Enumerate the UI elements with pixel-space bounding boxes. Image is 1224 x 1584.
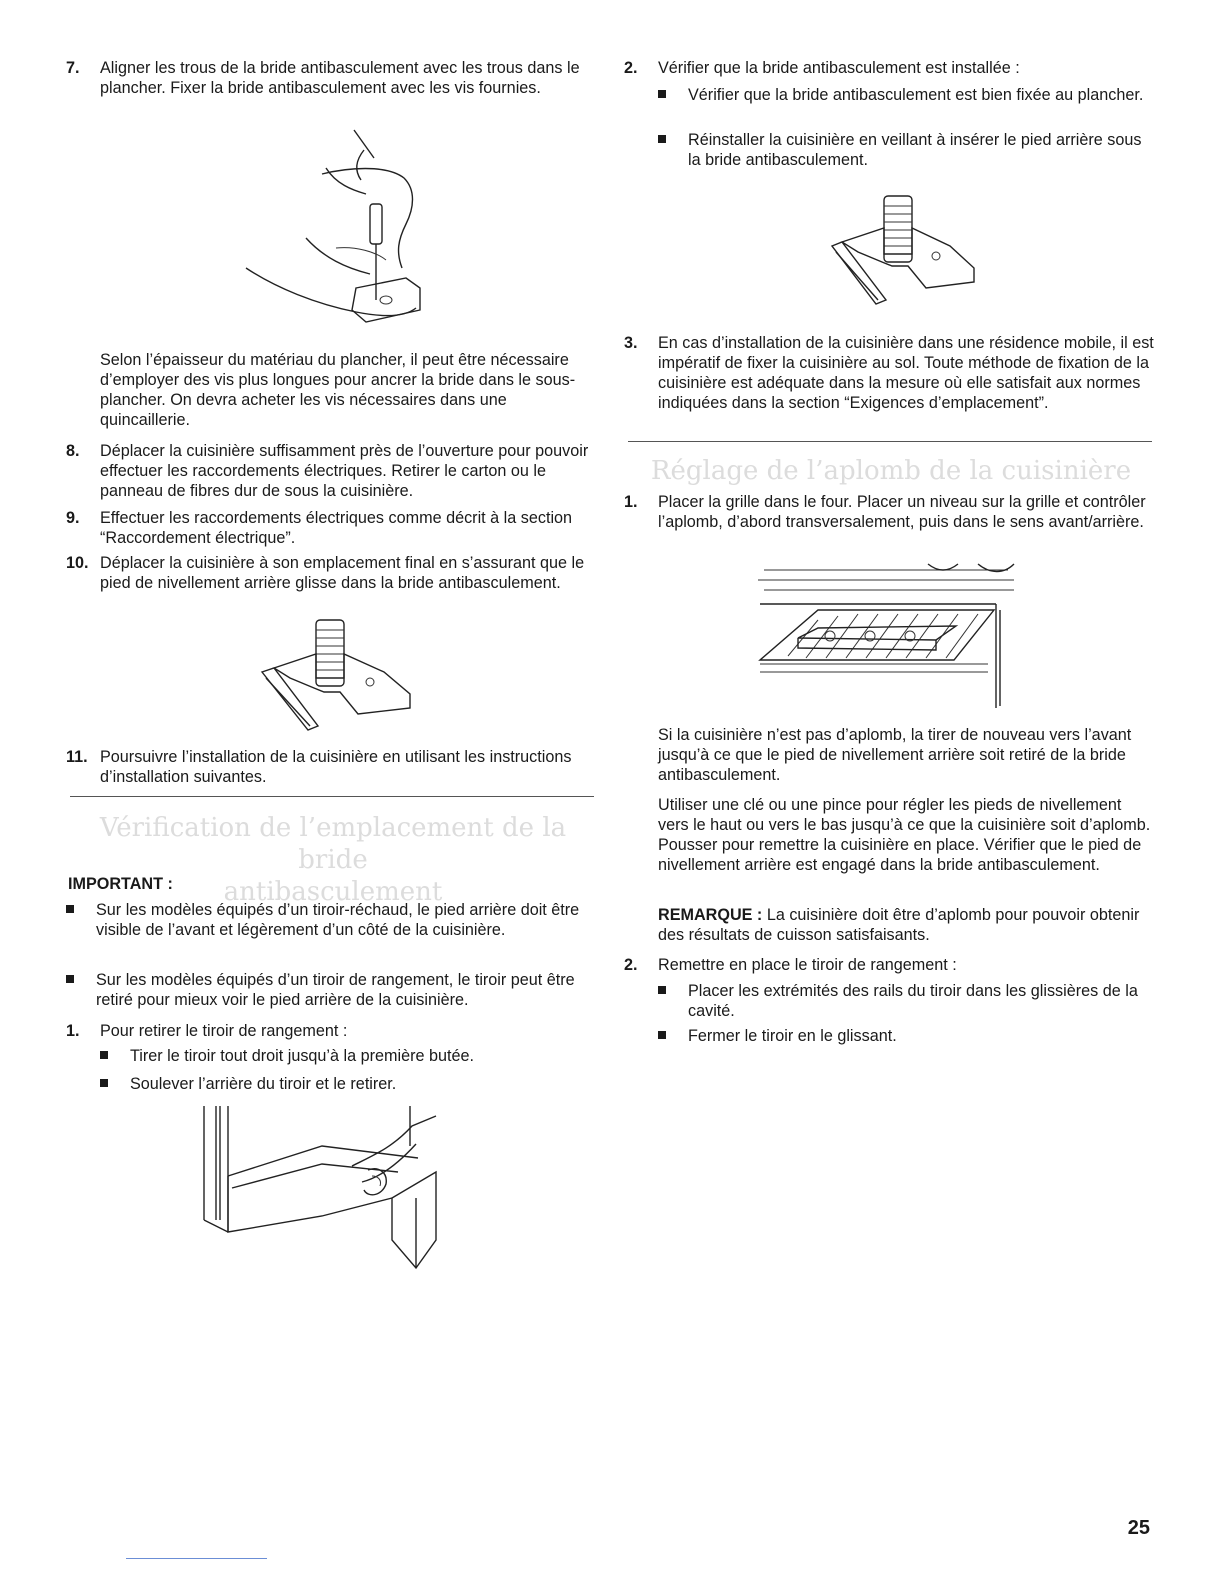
screwdriver-bracket-illustration (236, 128, 436, 328)
sub-bullet-item (658, 981, 1154, 1021)
paragraph-not-level: Si la cuisinière n’est pas d’aplomb, la tirer de nouveau vers l’avant jusqu’à ce que le pied de nivellement arrière soit retiré de la bride antibasculement. (658, 726, 1132, 784)
drawer-removal-illustration (202, 1106, 442, 1276)
sub-bullet-item (100, 1074, 570, 1094)
sub-bullet-item (100, 1046, 570, 1066)
bullet-text: Sur les modèles équipés d’un tiroir-réchaud, le pied arrière doit être visible de l’avant et légèrement d’un côté de la cuisinière. (96, 901, 580, 939)
step-text: Pour retirer le tiroir de rangement : (100, 1022, 348, 1040)
sub-bullet-item (658, 1026, 1154, 1046)
step-1-level-check (624, 492, 1154, 532)
step-number: 7. (66, 59, 80, 77)
step-number: 9. (66, 509, 80, 527)
heading-line-2: antibasculement (223, 877, 443, 907)
page-number: 25 (1127, 1517, 1150, 1539)
step-number: 8. (66, 442, 80, 460)
bullet-square-icon (66, 975, 74, 983)
step-number: 1. (66, 1022, 80, 1040)
step-2-replace-drawer (624, 955, 1154, 975)
step-8 (66, 441, 596, 501)
step-text: Remettre en place le tiroir de rangement : (658, 956, 957, 974)
step-9 (66, 508, 596, 548)
section-heading-aplomb: Réglage de l’aplomb de la cuisinière (650, 456, 1132, 486)
step-number: 10. (66, 554, 89, 572)
step-text: Effectuer les raccordements électriques comme décrit à la section “Raccordement électrique”. (100, 509, 573, 547)
bullet-text: Fermer le tiroir en le glissant. (688, 1027, 897, 1045)
step-text: Déplacer la cuisinière à son emplacement final en s’assurant que le pied de nivellement arrière glisse dans la bride antibasculement. (100, 554, 585, 592)
bullet-square-icon (658, 135, 666, 143)
leveling-foot-bracket-illustration (828, 194, 988, 312)
sub-bullet-item (658, 85, 1154, 105)
step-number: 11. (66, 748, 88, 766)
step-text: Placer la grille dans le four. Placer un niveau sur la grille et contrôler l’aplomb, d’abord transversalement, puis dans le sens avant/arrière. (658, 493, 1146, 531)
step-text: Déplacer la cuisinière suffisamment près de l’ouverture pour pouvoir effectuer les raccordements électriques. Retirer le carton ou le panneau de fibres dur de sous la cuisinière. (100, 442, 589, 500)
step-number: 1. (624, 493, 638, 511)
step-10 (66, 553, 596, 593)
section-divider (628, 441, 1152, 442)
bullet-text: Soulever l’arrière du tiroir et le retirer. (130, 1075, 397, 1093)
step-7 (66, 58, 596, 98)
paragraph-adjust-feet: Utiliser une clé ou une pince pour régler les pieds de nivellement vers le haut ou vers le bas jusqu’à ce que la cuisinière soit d’aplomb. Pousser pour remettre la cuisinière en place. Vérifier que le pied de nivellement arrière est engagé dans la bride antibasculement. (658, 796, 1151, 874)
section-divider (70, 796, 594, 797)
step-number: 3. (624, 334, 638, 352)
step-text: Poursuivre l’installation de la cuisinière en utilisant les instructions d’installation suivantes. (100, 748, 572, 786)
step-11 (66, 747, 596, 787)
sub-bullet-item (658, 130, 1154, 170)
bullet-square-icon (658, 1031, 666, 1039)
bullet-text: Tirer le tiroir tout droit jusqu’à la première butée. (130, 1047, 474, 1065)
remarque-text: La cuisinière doit être d’aplomb pour pouvoir obtenir des résultats de cuisson satisfaisants. (658, 906, 1140, 944)
bullet-text: Réinstaller la cuisinière en veillant à insérer le pied arrière sous la bride antibasculement. (688, 131, 1142, 169)
remarque-label: REMARQUE : (658, 906, 763, 924)
step-1-remove-drawer (66, 1021, 596, 1041)
step-2-verify-bracket (624, 58, 1154, 78)
bullet-square-icon (100, 1051, 108, 1059)
step-number: 2. (624, 956, 638, 974)
bullet-text: Placer les extrémités des rails du tiroir dans les glissières de la cavité. (688, 982, 1138, 1020)
step-text: Vérifier que la bride antibasculement est installée : (658, 59, 1020, 77)
bullet-square-icon (100, 1079, 108, 1087)
bullet-text: Vérifier que la bride antibasculement est bien fixée au plancher. (688, 86, 1144, 104)
bullet-square-icon (658, 90, 666, 98)
step-3-mobile-home (624, 333, 1154, 413)
step-number: 2. (624, 59, 638, 77)
leveling-foot-bracket-illustration (254, 618, 424, 738)
bullet-item (66, 970, 596, 1010)
bullet-square-icon (66, 905, 74, 913)
footer-rule (126, 1558, 267, 1559)
step-text: En cas d’installation de la cuisinière dans une résidence mobile, il est impératif de fixer la cuisinière au sol. Toute méthode de fixation de la cuisinière est adéquate dans la mesure où elle satisfait aux normes indiquées dans la section “Exigences d’emplacement”. (658, 334, 1154, 412)
important-label: IMPORTANT : (68, 875, 173, 893)
bullet-text: Sur les modèles équipés d’un tiroir de rangement, le tiroir peut être retiré pour mieux voir le pied arrière de la cuisinière. (96, 971, 575, 1009)
heading-line-1: Vérification de l’emplacement de la bride (99, 813, 567, 875)
bullet-item (66, 900, 596, 940)
bullet-square-icon (658, 986, 666, 994)
step-text: Aligner les trous de la bride antibasculement avec les trous dans le plancher. Fixer la bride antibasculement avec les vis fournies. (100, 59, 580, 97)
paragraph-epaisseur: Selon l’épaisseur du matériau du plancher, il peut être nécessaire d’employer des vis plus longues pour ancrer la bride dans le sous-plancher. On devra acheter les vis nécessaires dans une quincaillerie. (100, 351, 576, 429)
remarque-note (658, 905, 1154, 945)
oven-rack-level-illustration (758, 560, 1008, 710)
